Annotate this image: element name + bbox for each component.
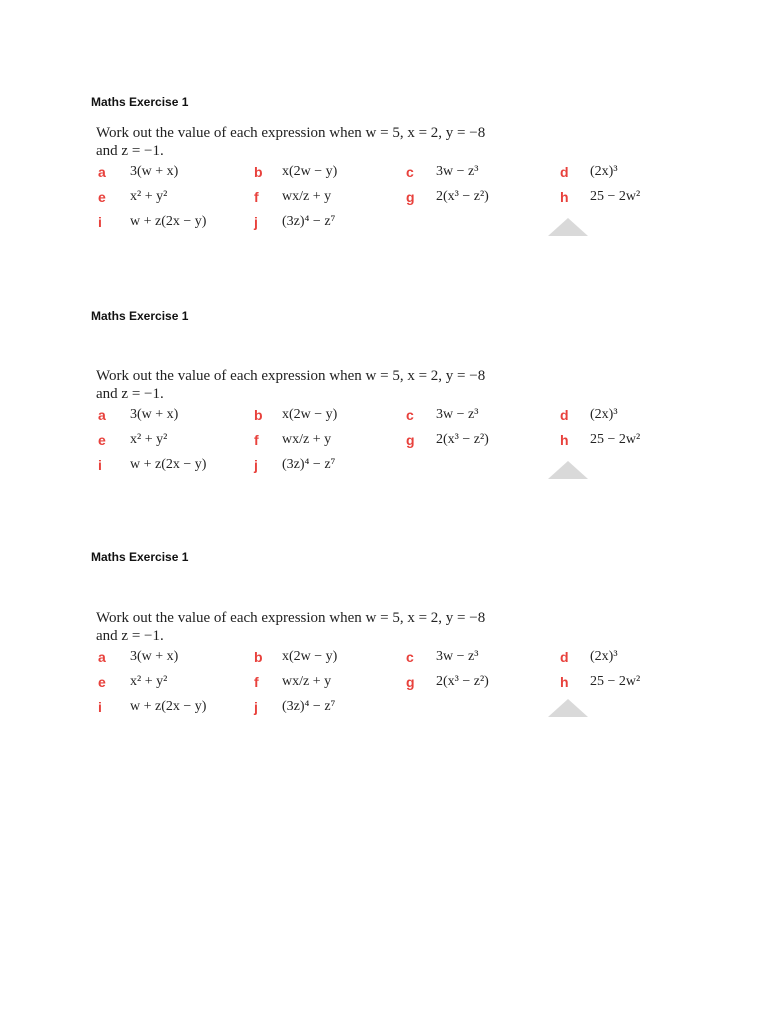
item-letter: i [98,457,102,473]
exercise-intro-line2: and z = −1. [96,143,164,159]
expression-row [96,674,656,699]
exercise-intro-line1: Work out the value of each expression when w = 5, x = 2, y = −8 [96,368,486,384]
item-letter: b [254,649,263,665]
item-expression: w + z(2x − y) [130,214,207,229]
item-expression: x(2w − y) [282,164,338,179]
item-expression: wx/z + y [282,189,332,204]
item-letter: i [98,214,102,230]
exercise-block [96,124,656,249]
item-letter: i [98,699,102,715]
item-letter: c [406,407,414,423]
item-expression: (2x)³ [590,649,618,664]
item-letter: e [98,674,106,690]
item-expression: (3z)⁴ − z⁷ [282,457,336,472]
item-expression: 2(x³ − z²) [436,189,489,204]
item-letter: j [254,699,258,715]
item-expression: wx/z + y [282,674,332,689]
item-expression: x² + y² [130,432,168,447]
item-expression: x² + y² [130,189,168,204]
item-letter: j [254,457,258,473]
exercise-heading: Maths Exercise 1 [91,95,189,109]
item-letter: g [406,432,415,448]
exercise-block [96,609,656,734]
exercise-intro-line1: Work out the value of each expression when w = 5, x = 2, y = −8 [96,125,486,141]
item-letter: h [560,432,569,448]
item-expression: (2x)³ [590,407,618,422]
item-letter: f [254,432,259,448]
item-letter: d [560,407,569,423]
item-expression: x(2w − y) [282,649,338,664]
expression-row [96,432,656,457]
item-letter: g [406,189,415,205]
item-letter: f [254,189,259,205]
item-expression: 25 − 2w² [590,432,641,447]
item-letter: c [406,649,414,665]
item-letter: f [254,674,259,690]
item-letter: j [254,214,258,230]
item-expression: (3z)⁴ − z⁷ [282,699,336,714]
item-letter: d [560,649,569,665]
item-expression: 3(w + x) [130,164,179,179]
page-corner-triangle [548,461,588,479]
item-expression: wx/z + y [282,432,332,447]
item-letter: g [406,674,415,690]
item-expression: (3z)⁴ − z⁷ [282,214,336,229]
item-letter: a [98,649,106,665]
expression-row [96,189,656,214]
item-letter: b [254,407,263,423]
expression-row [96,164,656,189]
exercise-intro-line2: and z = −1. [96,386,164,402]
item-letter: e [98,189,106,205]
item-expression: (2x)³ [590,164,618,179]
item-expression: w + z(2x − y) [130,457,207,472]
item-expression: 3(w + x) [130,407,179,422]
exercise-intro-line1: Work out the value of each expression when w = 5, x = 2, y = −8 [96,610,486,626]
exercise-heading: Maths Exercise 1 [91,550,189,564]
item-letter: d [560,164,569,180]
item-expression: 25 − 2w² [590,674,641,689]
item-expression: 3(w + x) [130,649,179,664]
item-expression: x² + y² [130,674,168,689]
exercise-heading: Maths Exercise 1 [91,309,189,323]
exercise-block [96,367,656,492]
item-letter: e [98,432,106,448]
item-letter: h [560,189,569,205]
item-expression: 3w − z³ [436,164,479,179]
item-expression: 25 − 2w² [590,189,641,204]
item-expression: 2(x³ − z²) [436,674,489,689]
exercise-intro-line2: and z = −1. [96,628,164,644]
item-expression: 2(x³ − z²) [436,432,489,447]
item-expression: x(2w − y) [282,407,338,422]
item-expression: 3w − z³ [436,649,479,664]
item-expression: w + z(2x − y) [130,699,207,714]
page-corner-triangle [548,699,588,717]
item-letter: c [406,164,414,180]
item-letter: a [98,164,106,180]
item-letter: h [560,674,569,690]
page-corner-triangle [548,218,588,236]
expression-row [96,407,656,432]
item-letter: b [254,164,263,180]
expression-row [96,649,656,674]
item-expression: 3w − z³ [436,407,479,422]
item-letter: a [98,407,106,423]
